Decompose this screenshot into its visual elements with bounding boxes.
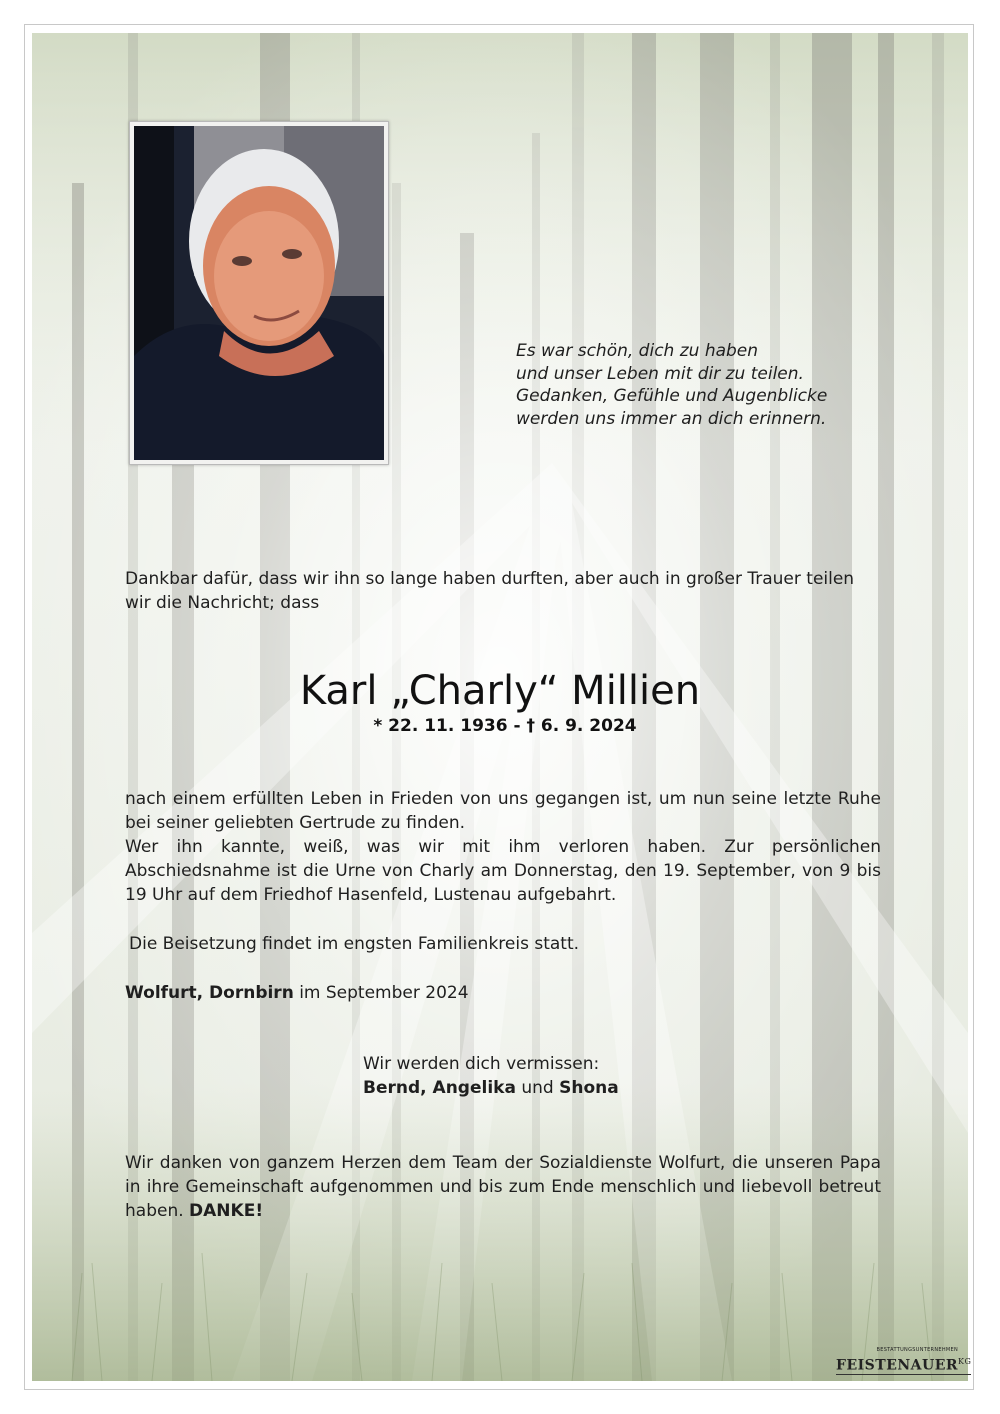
mourner-name: Angelika xyxy=(432,1078,516,1098)
logo-subtitle: BESTATTUNGSUNTERNEHMEN xyxy=(876,1347,958,1353)
thanks-emphasis: DANKE! xyxy=(189,1201,264,1221)
portrait-frame xyxy=(129,121,389,465)
funeral-note: Die Beisetzung findet im engsten Familienkreis statt. xyxy=(129,934,580,954)
thanks-text xyxy=(125,1151,881,1223)
thanks-body: Wir danken von ganzem Herzen dem Team der Sozialdienste Wolfurt, die unseren Papa in ihre Gemeinschaft aufgenommen und bis zum Ende menschlich und liebevoll betreut haben. xyxy=(125,1153,881,1221)
mourners-joiner: und xyxy=(521,1078,554,1098)
intro-text: Dankbar dafür, dass wir ihn so lange haben durften, aber auch in großer Trauer teilen wir die Nachricht; dass xyxy=(125,569,855,613)
quote-line: und unser Leben mit dir zu teilen. xyxy=(516,363,804,384)
quote-line: Gedanken, Gefühle und Augenblicke xyxy=(516,386,828,406)
place-date-line xyxy=(125,981,825,1005)
mourners-label: Wir werden dich vermissen: xyxy=(363,1054,600,1074)
quote-line: werden uns immer an dich erinnern. xyxy=(516,408,827,429)
portrait-illustration xyxy=(134,126,384,460)
mourner-name: Shona xyxy=(559,1078,619,1098)
place-date: im September 2024 xyxy=(293,983,469,1003)
mourner-name: Bernd xyxy=(363,1078,421,1098)
logo-suffix: KG xyxy=(958,1357,972,1366)
place-towns: Wolfurt, Dornbirn xyxy=(125,983,294,1003)
announcement-body xyxy=(125,787,881,907)
mourners-names: Bernd, Angelika und Shona xyxy=(363,1078,619,1098)
logo-name xyxy=(836,1354,971,1375)
body-paragraph: nach einem erfüllten Leben in Frieden von uns gegangen ist, um nun seine letzte Ruhe bei seiner geliebten Gertrude zu finden. xyxy=(125,789,881,833)
funeral-home-logo xyxy=(836,1347,972,1375)
life-dates: * 22. 11. 1936 - † 6. 9. 2024 xyxy=(373,716,637,736)
quote-line: Es war schön, dich zu haben xyxy=(516,341,759,361)
body-paragraph: Wer ihn kannte, weiß, was wir mit ihm verloren haben. Zur persönlichen Abschiedsnahme ist die Urne von Charly am Donnerstag, den 19. September, von 9 bis 19 Uhr auf dem Friedhof Hasenfeld, Lustenau aufgebahrt. xyxy=(125,837,881,905)
memorial-quote xyxy=(516,340,876,430)
portrait-photo xyxy=(134,126,384,460)
deceased-name: Karl „Charly“ Millien xyxy=(299,668,701,714)
logo-name-text: FEISTENAUER xyxy=(836,1357,959,1374)
